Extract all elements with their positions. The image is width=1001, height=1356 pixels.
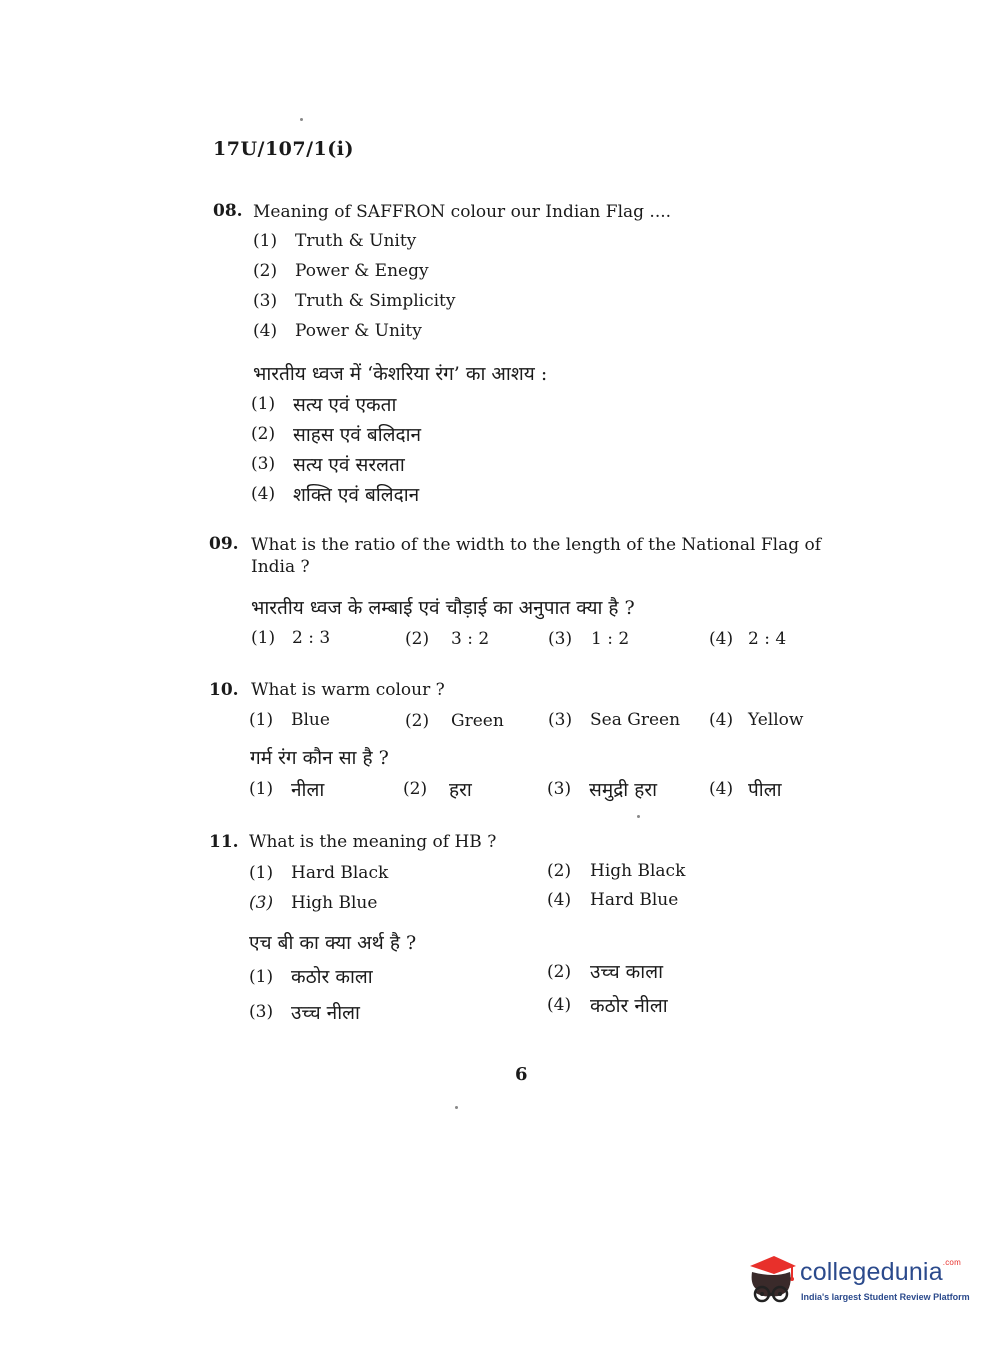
hindi-option-text: कठोर नीला bbox=[590, 995, 668, 1017]
option-number: (1) bbox=[249, 967, 274, 987]
hindi-option-text: साहस एवं बलिदान bbox=[293, 424, 422, 446]
option-number: (2) bbox=[405, 629, 430, 649]
option-text: Hard Black bbox=[291, 863, 389, 883]
option-number: (2) bbox=[403, 779, 428, 799]
question-number: 08. bbox=[213, 201, 243, 221]
option-text: 1 : 2 bbox=[591, 629, 630, 649]
hindi-option-text: सत्य एवं एकता bbox=[293, 394, 397, 416]
option-number: (4) bbox=[709, 629, 734, 649]
option-number: (4) bbox=[547, 995, 572, 1015]
option-text: Sea Green bbox=[590, 710, 681, 730]
hindi-question-text: भारतीय ध्वज में ‘केशरिया रंग’ का आशय : bbox=[253, 363, 548, 385]
option-text: Truth & Unity bbox=[295, 231, 417, 251]
option-number: (2) bbox=[251, 424, 276, 444]
collegedunia-logo bbox=[744, 1252, 969, 1312]
scan-speck bbox=[300, 118, 303, 121]
question-text: Meaning of SAFFRON colour our Indian Flag .... bbox=[253, 202, 672, 222]
option-number: (3) bbox=[251, 454, 276, 474]
option-number: (1) bbox=[249, 710, 274, 730]
option-text: 2 : 4 bbox=[748, 629, 787, 649]
option-text: Hard Blue bbox=[590, 890, 679, 910]
option-number: (3) bbox=[249, 1002, 274, 1022]
option-text: Blue bbox=[291, 710, 330, 730]
hindi-option-text: उच्च काला bbox=[590, 961, 663, 983]
paper-code: 17U/107/1(i) bbox=[213, 138, 354, 160]
option-text: Truth & Simplicity bbox=[295, 291, 456, 311]
scan-speck bbox=[637, 815, 640, 818]
option-text: 3 : 2 bbox=[451, 629, 490, 649]
hindi-option-text: उच्च नीला bbox=[291, 1002, 360, 1024]
option-number: (3) bbox=[253, 291, 278, 311]
hindi-question-text: भारतीय ध्वज के लम्बाई एवं चौड़ाई का अनुपात क्या है ? bbox=[251, 597, 635, 619]
option-number: (2) bbox=[547, 861, 572, 881]
option-number: (2) bbox=[405, 711, 430, 731]
option-number: (4) bbox=[251, 484, 276, 504]
hindi-question-text: गर्म रंग कौन सा है ? bbox=[250, 747, 389, 769]
question-text-line-1: What is the ratio of the width to the length of the National Flag of bbox=[251, 535, 822, 555]
option-number: (1) bbox=[249, 779, 274, 799]
option-number: (4) bbox=[547, 890, 572, 910]
option-number: (3) bbox=[249, 893, 274, 913]
option-number: (1) bbox=[251, 628, 276, 648]
hindi-option-text: पीला bbox=[748, 779, 782, 801]
question-number: 10. bbox=[209, 680, 239, 700]
option-text: 2 : 3 bbox=[292, 628, 331, 648]
option-text: High Black bbox=[590, 861, 686, 881]
hindi-option-text: सत्य एवं सरलता bbox=[293, 454, 405, 476]
page-number: 6 bbox=[515, 1064, 528, 1085]
hindi-option-text: शक्ति एवं बलिदान bbox=[293, 484, 420, 506]
question-text-line-2: India ? bbox=[251, 557, 310, 577]
hindi-option-text: हरा bbox=[449, 779, 472, 801]
option-text: Power & Unity bbox=[295, 321, 422, 341]
hindi-option-text: कठोर काला bbox=[291, 966, 373, 988]
option-number: (4) bbox=[253, 321, 278, 341]
scan-speck bbox=[455, 1106, 458, 1109]
hindi-option-text: समुद्री हरा bbox=[589, 779, 658, 801]
question-number: 11. bbox=[209, 832, 239, 852]
option-number: (1) bbox=[249, 863, 274, 883]
option-number: (1) bbox=[253, 231, 278, 251]
option-number: (4) bbox=[709, 779, 734, 799]
hindi-question-text: एच बी का क्या अर्थ है ? bbox=[249, 932, 417, 954]
logo-tagline: India's largest Student Review Platform bbox=[801, 1292, 970, 1302]
option-text: Yellow bbox=[748, 710, 804, 730]
question-text: What is the meaning of HB ? bbox=[249, 832, 497, 852]
option-number: (4) bbox=[709, 710, 734, 730]
option-text: Power & Enegy bbox=[295, 261, 429, 281]
hindi-option-text: नीला bbox=[291, 779, 325, 801]
option-number: (3) bbox=[548, 710, 573, 730]
option-number: (1) bbox=[251, 394, 276, 414]
option-number: (3) bbox=[548, 629, 573, 649]
option-number: (2) bbox=[253, 261, 278, 281]
option-number: (3) bbox=[547, 779, 572, 799]
option-text: High Blue bbox=[291, 893, 378, 913]
logo-wordmark: collegedunia$^{.com}$ bbox=[800, 1258, 961, 1286]
question-number: 09. bbox=[209, 534, 239, 554]
question-text: What is warm colour ? bbox=[251, 680, 445, 700]
option-number: (2) bbox=[547, 962, 572, 982]
graduate-mascot-icon bbox=[744, 1252, 800, 1308]
option-text: Green bbox=[451, 711, 504, 731]
